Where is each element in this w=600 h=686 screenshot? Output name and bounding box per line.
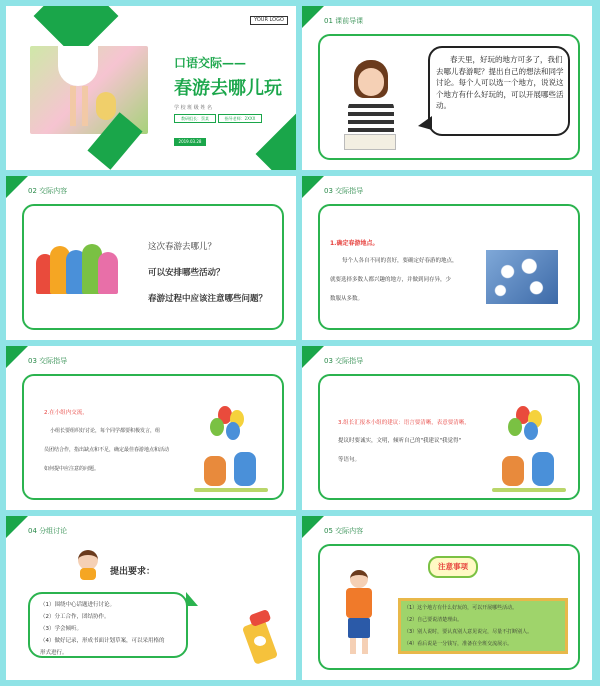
boy-arms-up-image	[342, 570, 376, 656]
req-4: （4）做好记录，形成书面计划草案，可以采用格的	[40, 638, 165, 644]
corner-triangle	[302, 346, 324, 368]
note-3: （3）别人说时，要认真别人意见说完，尽量不打断别人。	[404, 629, 533, 635]
frame-tail	[186, 592, 198, 606]
girl-with-book-image	[342, 60, 398, 156]
title-line2: 春游去哪儿玩	[174, 78, 282, 99]
question-3: 春游过程中应该注意哪些问题？	[148, 294, 268, 304]
blossom-photo	[486, 250, 558, 304]
date-badge: 2019.03.28	[174, 138, 206, 146]
guide-heading: 3.组长汇报本小组的建议：语言要清晰，表意要清晰，	[338, 420, 470, 426]
req-2: （2）分工合作，团结协作。	[40, 614, 110, 620]
guide-line-1: 小组长要组织好讨论，每个同学都要积极发言，组	[50, 428, 161, 434]
section-header: 03 交际指导	[28, 357, 68, 365]
req-1: （1）围绕中心话题进行讨论。	[40, 602, 116, 608]
note-1: （1）这个地方有什么好玩的，可以开展哪些活动。	[404, 605, 518, 611]
corner-triangle	[6, 346, 28, 368]
corner-triangle	[6, 176, 28, 198]
guide-line-3: 如何提中应注意的问题。	[44, 466, 100, 472]
slide-guide-3[interactable]	[302, 346, 592, 510]
boy-thinking-image	[74, 550, 102, 582]
notes-tag: 注意事项	[428, 556, 478, 578]
section-header: 03 交际指导	[324, 357, 364, 365]
guide-line-1: 每个人各自不同的喜好，要确定好春游的地点，	[342, 258, 458, 264]
guide-line-2: 就要选择多数人都兴趣的地方，并做到同存异，少	[330, 277, 452, 283]
slide-guide-1[interactable]	[302, 176, 592, 340]
logo-box: YOUR LOGO	[250, 16, 288, 25]
section-header: 05 交际内容	[324, 527, 364, 535]
title-small: 学 校 班 级 姓 名	[174, 105, 212, 111]
question-1: 这次春游去哪儿？	[148, 242, 217, 252]
section-header: 04 分组讨论	[28, 527, 68, 535]
question-2: 可以安排哪些活动？	[148, 268, 225, 278]
slide-discussion[interactable]	[6, 516, 296, 680]
corner-triangle	[302, 516, 324, 538]
speech-bubble-tail	[418, 116, 432, 130]
guide-line-1: 提议时要诚实，文明，倾听自己的"我建议"我觉得"	[338, 438, 462, 444]
title-line1: 口语交际——	[174, 56, 247, 70]
guide-line-3: 数服从多数。	[330, 296, 364, 302]
corner-triangle	[302, 6, 324, 28]
section-header: 02 交际内容	[28, 187, 68, 195]
bubble-text: 春天里，好玩的地方可多了，我们去哪儿春游呢？提出自己的想法和同学讨论。每个人可以选一个地方，说说这个地方有什么好玩的，可以开展哪些活动。	[436, 55, 564, 110]
subtitle-1: 教研组长：蔡某	[174, 114, 216, 123]
pencil-character-image	[242, 612, 278, 668]
section-header: 03 交际指导	[324, 187, 364, 195]
kids-balloons-image	[492, 406, 572, 494]
req-3: （3）学会倾听。	[40, 626, 82, 632]
requirements-title: 提出要求：	[110, 567, 156, 577]
req-5: 形式进行。	[40, 650, 68, 656]
note-2: （2）自己要说清楚理由。	[404, 617, 463, 623]
corner-triangle	[302, 176, 324, 198]
slide-title[interactable]	[6, 6, 296, 170]
slide-content[interactable]	[6, 176, 296, 340]
corner-triangle	[6, 516, 28, 538]
kids-group-image	[36, 240, 126, 296]
guide-line-2: 等语句。	[338, 457, 361, 463]
kids-balloons-image	[194, 406, 274, 494]
slide-intro[interactable]	[302, 6, 592, 170]
subtitle-2: 指导老师：2XXX	[218, 114, 262, 123]
slide-notes[interactable]	[302, 516, 592, 680]
slide-guide-2[interactable]	[6, 346, 296, 510]
guide-heading: 2.在小组内交流，	[44, 410, 88, 416]
guide-heading: 1.确定春游地点。	[330, 240, 379, 247]
guide-line-2: 员团结合作，指出缺点和不足，确定最佳春游地点和活动	[44, 447, 170, 453]
note-4: （4）看后说是一分钱写，准备在全班交流展示。	[404, 641, 513, 647]
section-header: 01 课前导课	[324, 17, 364, 25]
